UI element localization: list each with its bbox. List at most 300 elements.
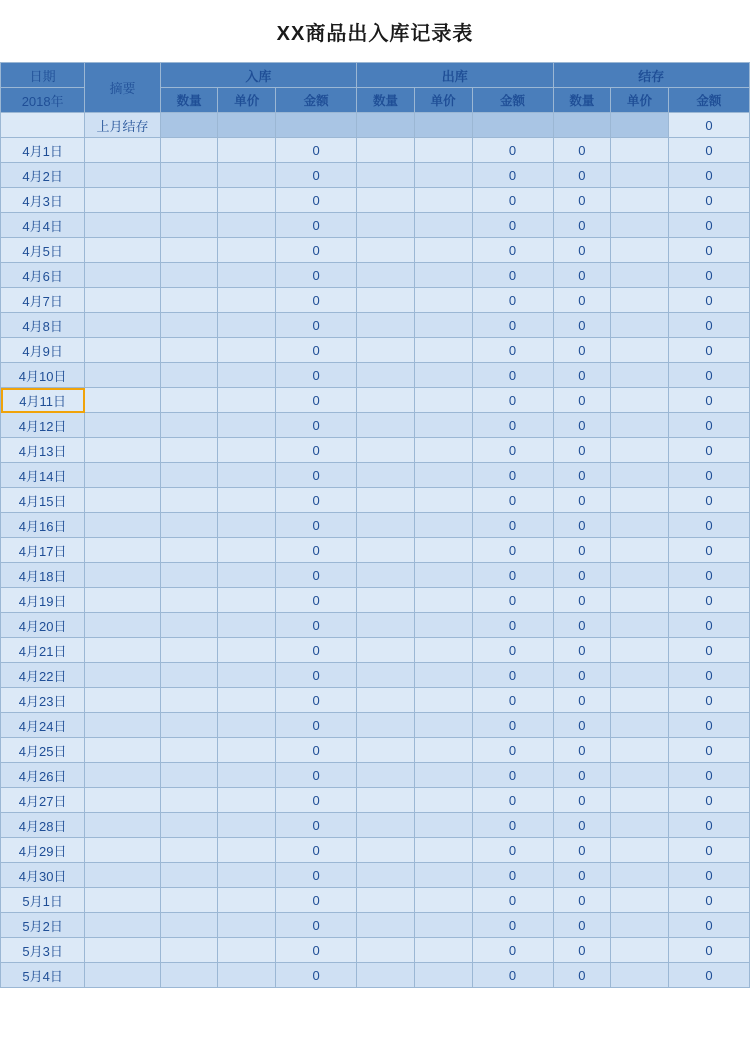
table-row[interactable] (1, 963, 750, 988)
cell-out-qty[interactable] (357, 913, 415, 938)
cell-out-qty[interactable] (357, 938, 415, 963)
cell-date[interactable]: 4月26日 (1, 763, 85, 788)
cell-out-price[interactable] (414, 413, 472, 438)
cell-out-amount[interactable]: 0 (472, 663, 553, 688)
cell-out-amount[interactable]: 0 (472, 563, 553, 588)
cell-in-amount[interactable]: 0 (276, 313, 357, 338)
carry-over-out-amount[interactable] (472, 113, 553, 138)
cell-bal-amount[interactable]: 0 (668, 788, 749, 813)
cell-date[interactable]: 4月5日 (1, 238, 85, 263)
carry-over-out-price[interactable] (414, 113, 472, 138)
cell-date[interactable]: 4月23日 (1, 688, 85, 713)
cell-out-price[interactable] (414, 638, 472, 663)
cell-in-price[interactable] (218, 213, 276, 238)
cell-bal-price[interactable] (611, 588, 669, 613)
cell-out-amount[interactable]: 0 (472, 838, 553, 863)
cell-date[interactable]: 4月12日 (1, 413, 85, 438)
table-row[interactable] (1, 738, 750, 763)
cell-out-price[interactable] (414, 588, 472, 613)
cell-in-price[interactable] (218, 863, 276, 888)
cell-out-price[interactable] (414, 488, 472, 513)
cell-in-qty[interactable] (160, 738, 218, 763)
carry-over-label[interactable]: 上月结存 (85, 113, 160, 138)
cell-bal-price[interactable] (611, 313, 669, 338)
cell-bal-price[interactable] (611, 163, 669, 188)
cell-out-price[interactable] (414, 888, 472, 913)
table-row[interactable] (1, 188, 750, 213)
cell-in-price[interactable] (218, 813, 276, 838)
cell-in-qty[interactable] (160, 163, 218, 188)
cell-bal-qty[interactable]: 0 (553, 413, 611, 438)
cell-out-amount[interactable]: 0 (472, 688, 553, 713)
cell-bal-qty[interactable]: 0 (553, 438, 611, 463)
cell-bal-amount[interactable]: 0 (668, 563, 749, 588)
cell-description[interactable] (85, 513, 160, 538)
cell-description[interactable] (85, 438, 160, 463)
cell-bal-amount[interactable]: 0 (668, 688, 749, 713)
cell-description[interactable] (85, 813, 160, 838)
cell-bal-qty[interactable]: 0 (553, 338, 611, 363)
table-row[interactable] (1, 288, 750, 313)
cell-bal-price[interactable] (611, 388, 669, 413)
cell-out-amount[interactable]: 0 (472, 463, 553, 488)
cell-out-amount[interactable]: 0 (472, 263, 553, 288)
cell-description[interactable] (85, 888, 160, 913)
cell-in-qty[interactable] (160, 188, 218, 213)
cell-bal-price[interactable] (611, 138, 669, 163)
cell-bal-price[interactable] (611, 463, 669, 488)
cell-in-qty[interactable] (160, 913, 218, 938)
cell-in-amount[interactable]: 0 (276, 938, 357, 963)
cell-description[interactable] (85, 188, 160, 213)
cell-in-qty[interactable] (160, 763, 218, 788)
cell-out-qty[interactable] (357, 888, 415, 913)
table-row[interactable] (1, 763, 750, 788)
cell-bal-price[interactable] (611, 938, 669, 963)
cell-bal-qty[interactable]: 0 (553, 888, 611, 913)
cell-date[interactable]: 4月8日 (1, 313, 85, 338)
cell-description[interactable] (85, 413, 160, 438)
cell-in-price[interactable] (218, 163, 276, 188)
cell-out-price[interactable] (414, 788, 472, 813)
cell-description[interactable] (85, 613, 160, 638)
cell-out-qty[interactable] (357, 763, 415, 788)
table-row[interactable] (1, 413, 750, 438)
cell-bal-price[interactable] (611, 538, 669, 563)
cell-out-amount[interactable]: 0 (472, 388, 553, 413)
cell-in-qty[interactable] (160, 863, 218, 888)
cell-out-price[interactable] (414, 438, 472, 463)
cell-bal-price[interactable] (611, 513, 669, 538)
cell-description[interactable] (85, 713, 160, 738)
cell-date[interactable]: 4月30日 (1, 863, 85, 888)
cell-description[interactable] (85, 463, 160, 488)
cell-in-qty[interactable] (160, 463, 218, 488)
cell-out-price[interactable] (414, 938, 472, 963)
cell-description[interactable] (85, 238, 160, 263)
cell-in-qty[interactable] (160, 263, 218, 288)
cell-in-price[interactable] (218, 663, 276, 688)
cell-in-price[interactable] (218, 913, 276, 938)
cell-in-amount[interactable]: 0 (276, 438, 357, 463)
cell-in-amount[interactable]: 0 (276, 588, 357, 613)
cell-out-price[interactable] (414, 463, 472, 488)
cell-bal-price[interactable] (611, 738, 669, 763)
cell-bal-price[interactable] (611, 888, 669, 913)
table-row[interactable] (1, 638, 750, 663)
cell-bal-price[interactable] (611, 763, 669, 788)
cell-out-qty[interactable] (357, 863, 415, 888)
cell-in-qty[interactable] (160, 613, 218, 638)
cell-out-amount[interactable]: 0 (472, 713, 553, 738)
cell-out-amount[interactable]: 0 (472, 788, 553, 813)
table-row[interactable] (1, 788, 750, 813)
cell-bal-qty[interactable]: 0 (553, 263, 611, 288)
cell-in-amount[interactable]: 0 (276, 688, 357, 713)
cell-out-amount[interactable]: 0 (472, 163, 553, 188)
cell-in-qty[interactable] (160, 413, 218, 438)
table-row[interactable] (1, 438, 750, 463)
cell-out-qty[interactable] (357, 788, 415, 813)
cell-date[interactable]: 4月25日 (1, 738, 85, 763)
cell-out-qty[interactable] (357, 513, 415, 538)
cell-out-qty[interactable] (357, 163, 415, 188)
cell-bal-qty[interactable]: 0 (553, 463, 611, 488)
cell-date[interactable]: 4月24日 (1, 713, 85, 738)
cell-date[interactable]: 4月14日 (1, 463, 85, 488)
cell-out-price[interactable] (414, 863, 472, 888)
cell-in-amount[interactable]: 0 (276, 738, 357, 763)
cell-bal-qty[interactable]: 0 (553, 588, 611, 613)
cell-date[interactable]: 4月7日 (1, 288, 85, 313)
cell-in-price[interactable] (218, 588, 276, 613)
cell-date[interactable]: 4月21日 (1, 638, 85, 663)
cell-in-qty[interactable] (160, 713, 218, 738)
cell-out-qty[interactable] (357, 288, 415, 313)
cell-in-price[interactable] (218, 688, 276, 713)
cell-description[interactable] (85, 788, 160, 813)
cell-bal-qty[interactable]: 0 (553, 538, 611, 563)
cell-bal-price[interactable] (611, 913, 669, 938)
cell-in-price[interactable] (218, 363, 276, 388)
cell-in-price[interactable] (218, 938, 276, 963)
table-row[interactable] (1, 888, 750, 913)
cell-in-price[interactable] (218, 963, 276, 988)
cell-in-price[interactable] (218, 463, 276, 488)
cell-in-amount[interactable]: 0 (276, 338, 357, 363)
cell-bal-price[interactable] (611, 713, 669, 738)
cell-in-qty[interactable] (160, 588, 218, 613)
cell-in-amount[interactable]: 0 (276, 963, 357, 988)
cell-out-amount[interactable]: 0 (472, 763, 553, 788)
cell-bal-amount[interactable]: 0 (668, 863, 749, 888)
cell-bal-amount[interactable]: 0 (668, 538, 749, 563)
cell-bal-amount[interactable]: 0 (668, 813, 749, 838)
cell-bal-qty[interactable]: 0 (553, 738, 611, 763)
cell-bal-price[interactable] (611, 688, 669, 713)
cell-in-amount[interactable]: 0 (276, 463, 357, 488)
cell-out-amount[interactable]: 0 (472, 188, 553, 213)
cell-in-price[interactable] (218, 838, 276, 863)
cell-out-qty[interactable] (357, 238, 415, 263)
cell-in-qty[interactable] (160, 438, 218, 463)
table-row[interactable] (1, 513, 750, 538)
cell-in-price[interactable] (218, 788, 276, 813)
table-row[interactable] (1, 263, 750, 288)
cell-in-price[interactable] (218, 388, 276, 413)
cell-description[interactable] (85, 763, 160, 788)
cell-out-amount[interactable]: 0 (472, 438, 553, 463)
cell-in-qty[interactable] (160, 788, 218, 813)
cell-out-price[interactable] (414, 838, 472, 863)
cell-bal-amount[interactable]: 0 (668, 613, 749, 638)
cell-in-amount[interactable]: 0 (276, 138, 357, 163)
cell-out-amount[interactable]: 0 (472, 813, 553, 838)
cell-bal-amount[interactable]: 0 (668, 738, 749, 763)
cell-bal-amount[interactable]: 0 (668, 838, 749, 863)
carry-over-date-cell[interactable] (1, 113, 85, 138)
cell-out-amount[interactable]: 0 (472, 238, 553, 263)
cell-out-qty[interactable] (357, 688, 415, 713)
cell-out-qty[interactable] (357, 388, 415, 413)
cell-bal-price[interactable] (611, 438, 669, 463)
cell-in-qty[interactable] (160, 538, 218, 563)
cell-out-price[interactable] (414, 963, 472, 988)
cell-date[interactable]: 5月1日 (1, 888, 85, 913)
cell-in-amount[interactable]: 0 (276, 888, 357, 913)
cell-date[interactable]: 4月16日 (1, 513, 85, 538)
cell-out-amount[interactable]: 0 (472, 413, 553, 438)
cell-bal-price[interactable] (611, 363, 669, 388)
cell-bal-qty[interactable]: 0 (553, 313, 611, 338)
cell-out-price[interactable] (414, 263, 472, 288)
table-row[interactable] (1, 313, 750, 338)
cell-in-price[interactable] (218, 438, 276, 463)
table-row[interactable] (1, 813, 750, 838)
cell-out-price[interactable] (414, 513, 472, 538)
cell-in-qty[interactable] (160, 888, 218, 913)
table-row[interactable] (1, 138, 750, 163)
cell-out-amount[interactable]: 0 (472, 288, 553, 313)
cell-date[interactable]: 5月4日 (1, 963, 85, 988)
cell-description[interactable] (85, 738, 160, 763)
cell-in-price[interactable] (218, 413, 276, 438)
cell-out-amount[interactable]: 0 (472, 913, 553, 938)
cell-in-qty[interactable] (160, 938, 218, 963)
table-row[interactable] (1, 213, 750, 238)
cell-in-qty[interactable] (160, 688, 218, 713)
cell-out-price[interactable] (414, 538, 472, 563)
cell-date[interactable]: 4月13日 (1, 438, 85, 463)
cell-in-qty[interactable] (160, 813, 218, 838)
cell-in-amount[interactable]: 0 (276, 863, 357, 888)
cell-out-qty[interactable] (357, 463, 415, 488)
cell-bal-amount[interactable]: 0 (668, 288, 749, 313)
cell-in-qty[interactable] (160, 213, 218, 238)
cell-date[interactable]: 4月11日 (1, 388, 85, 413)
cell-in-price[interactable] (218, 238, 276, 263)
table-row[interactable] (1, 913, 750, 938)
cell-date[interactable]: 4月22日 (1, 663, 85, 688)
cell-description[interactable] (85, 688, 160, 713)
cell-out-price[interactable] (414, 913, 472, 938)
cell-in-qty[interactable] (160, 838, 218, 863)
cell-out-amount[interactable]: 0 (472, 863, 553, 888)
cell-in-price[interactable] (218, 563, 276, 588)
cell-in-amount[interactable]: 0 (276, 663, 357, 688)
cell-out-qty[interactable] (357, 263, 415, 288)
cell-in-amount[interactable]: 0 (276, 788, 357, 813)
cell-description[interactable] (85, 213, 160, 238)
cell-bal-amount[interactable]: 0 (668, 363, 749, 388)
cell-bal-price[interactable] (611, 338, 669, 363)
cell-bal-qty[interactable]: 0 (553, 713, 611, 738)
cell-bal-price[interactable] (611, 188, 669, 213)
cell-out-amount[interactable]: 0 (472, 213, 553, 238)
cell-out-amount[interactable]: 0 (472, 963, 553, 988)
cell-description[interactable] (85, 913, 160, 938)
cell-bal-amount[interactable]: 0 (668, 138, 749, 163)
cell-bal-qty[interactable]: 0 (553, 763, 611, 788)
cell-in-amount[interactable]: 0 (276, 163, 357, 188)
cell-date[interactable]: 4月17日 (1, 538, 85, 563)
cell-in-amount[interactable]: 0 (276, 763, 357, 788)
cell-in-price[interactable] (218, 713, 276, 738)
cell-bal-price[interactable] (611, 813, 669, 838)
cell-out-price[interactable] (414, 238, 472, 263)
cell-out-qty[interactable] (357, 638, 415, 663)
cell-bal-qty[interactable]: 0 (553, 788, 611, 813)
cell-in-amount[interactable]: 0 (276, 213, 357, 238)
cell-in-qty[interactable] (160, 513, 218, 538)
cell-in-qty[interactable] (160, 313, 218, 338)
cell-date[interactable]: 5月2日 (1, 913, 85, 938)
table-row[interactable] (1, 938, 750, 963)
cell-in-qty[interactable] (160, 963, 218, 988)
cell-bal-qty[interactable]: 0 (553, 163, 611, 188)
cell-in-qty[interactable] (160, 388, 218, 413)
cell-in-amount[interactable]: 0 (276, 538, 357, 563)
cell-bal-qty[interactable]: 0 (553, 638, 611, 663)
cell-out-amount[interactable]: 0 (472, 488, 553, 513)
cell-out-qty[interactable] (357, 438, 415, 463)
cell-date[interactable]: 4月9日 (1, 338, 85, 363)
cell-bal-qty[interactable]: 0 (553, 388, 611, 413)
cell-out-qty[interactable] (357, 963, 415, 988)
cell-out-amount[interactable]: 0 (472, 888, 553, 913)
cell-out-amount[interactable]: 0 (472, 363, 553, 388)
cell-in-price[interactable] (218, 888, 276, 913)
cell-out-qty[interactable] (357, 213, 415, 238)
cell-date[interactable]: 4月1日 (1, 138, 85, 163)
cell-bal-price[interactable] (611, 963, 669, 988)
cell-out-qty[interactable] (357, 413, 415, 438)
cell-out-price[interactable] (414, 338, 472, 363)
carry-over-bal-qty[interactable] (553, 113, 611, 138)
table-row[interactable] (1, 713, 750, 738)
cell-in-amount[interactable]: 0 (276, 613, 357, 638)
cell-bal-price[interactable] (611, 563, 669, 588)
cell-out-qty[interactable] (357, 613, 415, 638)
table-row[interactable] (1, 363, 750, 388)
cell-out-qty[interactable] (357, 188, 415, 213)
cell-in-qty[interactable] (160, 563, 218, 588)
cell-in-price[interactable] (218, 138, 276, 163)
cell-date[interactable]: 5月3日 (1, 938, 85, 963)
table-row[interactable] (1, 463, 750, 488)
cell-in-amount[interactable]: 0 (276, 513, 357, 538)
table-row[interactable] (1, 163, 750, 188)
table-row[interactable] (1, 613, 750, 638)
cell-bal-amount[interactable]: 0 (668, 713, 749, 738)
cell-in-amount[interactable]: 0 (276, 713, 357, 738)
cell-out-price[interactable] (414, 613, 472, 638)
cell-in-amount[interactable]: 0 (276, 363, 357, 388)
cell-in-price[interactable] (218, 738, 276, 763)
cell-bal-qty[interactable]: 0 (553, 363, 611, 388)
cell-bal-amount[interactable]: 0 (668, 488, 749, 513)
cell-bal-amount[interactable]: 0 (668, 263, 749, 288)
cell-description[interactable] (85, 638, 160, 663)
cell-description[interactable] (85, 488, 160, 513)
cell-bal-qty[interactable]: 0 (553, 138, 611, 163)
cell-description[interactable] (85, 313, 160, 338)
cell-bal-qty[interactable]: 0 (553, 688, 611, 713)
cell-bal-price[interactable] (611, 613, 669, 638)
cell-bal-amount[interactable]: 0 (668, 763, 749, 788)
cell-out-amount[interactable]: 0 (472, 513, 553, 538)
cell-bal-price[interactable] (611, 263, 669, 288)
carry-over-row[interactable] (1, 113, 750, 138)
cell-date[interactable]: 4月28日 (1, 813, 85, 838)
cell-out-amount[interactable]: 0 (472, 538, 553, 563)
cell-out-qty[interactable] (357, 488, 415, 513)
cell-bal-price[interactable] (611, 213, 669, 238)
cell-bal-price[interactable] (611, 788, 669, 813)
cell-out-qty[interactable] (357, 713, 415, 738)
cell-bal-qty[interactable]: 0 (553, 913, 611, 938)
table-row[interactable] (1, 563, 750, 588)
cell-in-price[interactable] (218, 488, 276, 513)
cell-in-qty[interactable] (160, 338, 218, 363)
cell-date[interactable]: 4月19日 (1, 588, 85, 613)
cell-bal-amount[interactable]: 0 (668, 188, 749, 213)
table-row[interactable] (1, 488, 750, 513)
cell-bal-amount[interactable]: 0 (668, 413, 749, 438)
cell-out-price[interactable] (414, 738, 472, 763)
cell-out-price[interactable] (414, 713, 472, 738)
cell-out-qty[interactable] (357, 838, 415, 863)
cell-bal-amount[interactable]: 0 (668, 463, 749, 488)
cell-description[interactable] (85, 338, 160, 363)
cell-bal-amount[interactable]: 0 (668, 588, 749, 613)
cell-date[interactable]: 4月2日 (1, 163, 85, 188)
table-row[interactable] (1, 238, 750, 263)
cell-out-qty[interactable] (357, 663, 415, 688)
cell-bal-qty[interactable]: 0 (553, 513, 611, 538)
table-row[interactable] (1, 588, 750, 613)
cell-date[interactable]: 4月3日 (1, 188, 85, 213)
cell-in-amount[interactable]: 0 (276, 813, 357, 838)
cell-bal-price[interactable] (611, 238, 669, 263)
cell-bal-qty[interactable]: 0 (553, 963, 611, 988)
cell-bal-amount[interactable]: 0 (668, 938, 749, 963)
cell-bal-amount[interactable]: 0 (668, 888, 749, 913)
cell-in-qty[interactable] (160, 488, 218, 513)
cell-bal-qty[interactable]: 0 (553, 213, 611, 238)
cell-out-amount[interactable]: 0 (472, 738, 553, 763)
cell-bal-qty[interactable]: 0 (553, 238, 611, 263)
